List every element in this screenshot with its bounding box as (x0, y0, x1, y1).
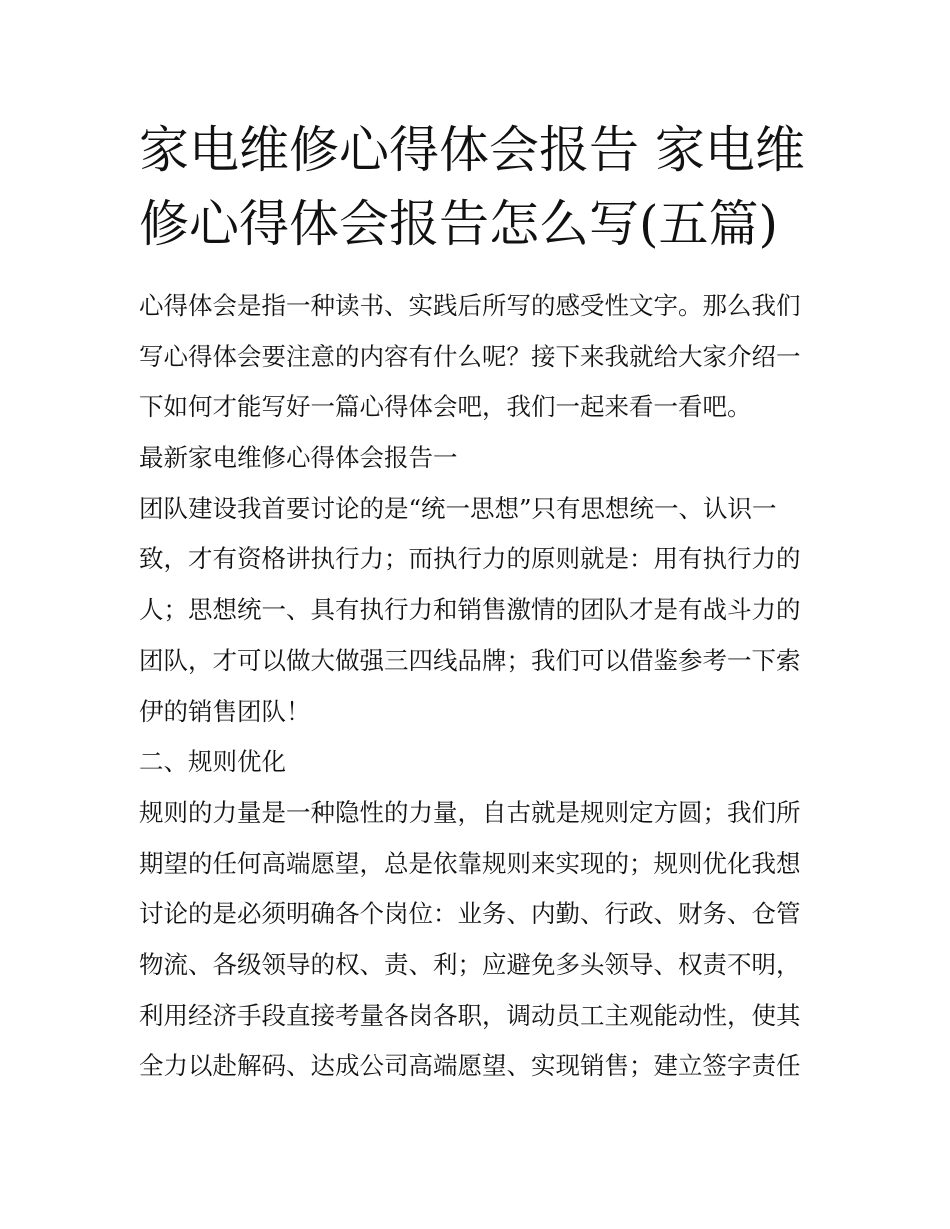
paragraph-line: 规则的力量是一种隐性的力量，自古就是规则定方圆；我们所 (139, 797, 801, 827)
intro-paragraph-line: 下如何才能写好一篇心得体会吧，我们一起来看一看吧。 (139, 392, 752, 422)
paragraph-line: 物流、各级领导的权、责、利；应避免多头领导、权责不明， (139, 949, 801, 979)
paragraph-line: 全力以赴解码、达成公司高端愿望、实现销售；建立签字责任 (139, 1051, 801, 1081)
title-line: 家电维修心得体会报告 家电维 (139, 121, 805, 179)
paragraph-line: 利用经济手段直接考量各岗各职，调动员工主观能动性，使其 (139, 1000, 801, 1030)
paragraph-line: 讨论的是必须明确各个岗位：业务、内勤、行政、财务、仓管 (139, 899, 801, 929)
document-title (139, 113, 819, 261)
paragraph-line: 期望的任何高端愿望，总是依靠规则来实现的；规则优化我想 (139, 848, 801, 878)
section-heading: 最新家电维修心得体会报告一 (139, 443, 458, 473)
intro-paragraph-line: 写心得体会要注意的内容有什么呢？接下来我就给大家介绍一 (139, 341, 801, 371)
paragraph-line: 致，才有资格讲执行力；而执行力的原则就是：用有执行力的 (139, 544, 801, 574)
intro-paragraph-line: 心得体会是指一种读书、实践后所写的感受性文字。那么我们 (139, 291, 801, 320)
paragraph-line: 伊的销售团队！ (139, 696, 311, 726)
paragraph-line: 团队，才可以做大做强三四线品牌；我们可以借鉴参考一下索 (139, 645, 801, 675)
document-body (139, 281, 819, 1092)
paragraph-line: 团队建设我首要讨论的是“统一思想”只有思想统一、认识一 (139, 493, 777, 523)
paragraph-line: 人；思想统一、具有执行力和销售激情的团队才是有战斗力的 (139, 595, 801, 625)
title-line: 修心得体会报告怎么写(五篇) (139, 195, 779, 253)
subsection-heading: 二、规则优化 (139, 747, 286, 777)
